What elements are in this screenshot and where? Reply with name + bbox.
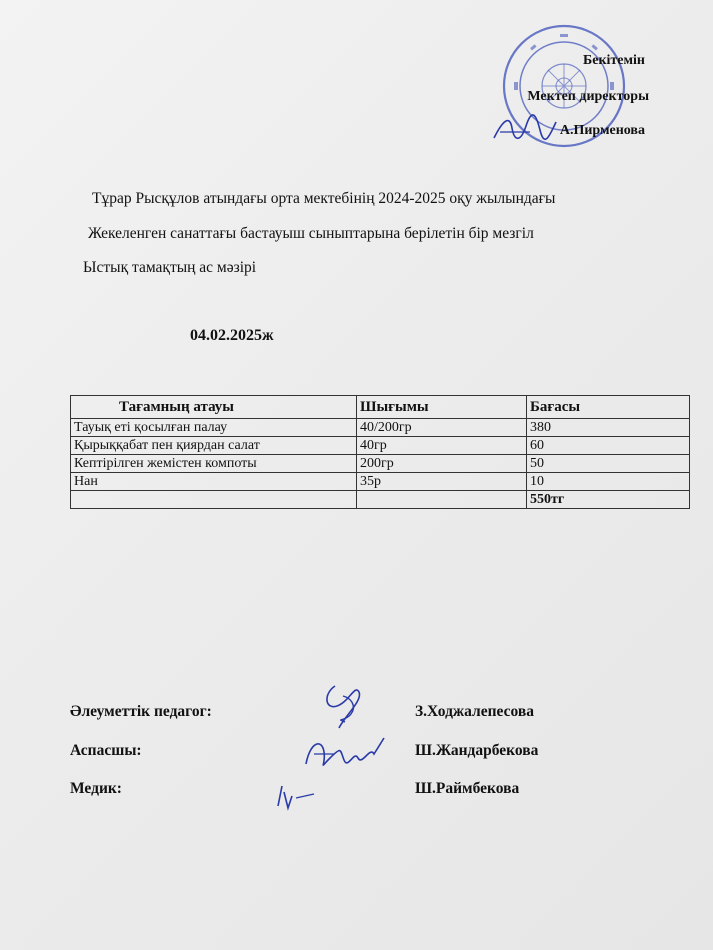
dish-price: 50 [527, 455, 690, 473]
approval-position: Мектеп директоры [527, 89, 649, 104]
empty-cell [71, 491, 357, 509]
table-total-row [71, 491, 690, 509]
table-row [71, 437, 690, 455]
dish-price: 10 [527, 473, 690, 491]
signature-role: Аспасшы: [70, 742, 142, 759]
table-row [71, 455, 690, 473]
title-line-1: Тұрар Рысқұлов атындағы орта мектебінің 2024-2025 оқу жылындағы [92, 190, 556, 207]
header-dish-name: Тағамның атауы [71, 396, 357, 419]
signature-name: З.Ходжалепесова [415, 703, 534, 720]
dish-yield: 35р [357, 473, 527, 491]
dish-name: Кептірілген жемістен компоты [71, 455, 357, 473]
approval-director-name: А.Пирменова [559, 123, 645, 138]
signature-scribble-2 [300, 732, 390, 776]
director-signature [490, 108, 560, 148]
dish-name: Нан [71, 473, 357, 491]
dish-price: 60 [527, 437, 690, 455]
total-price: 550тг [527, 491, 690, 509]
empty-cell [357, 491, 527, 509]
table-header-row [71, 396, 690, 419]
signature-name: Ш.Раймбекова [415, 780, 520, 797]
signature-scribble-1 [315, 676, 375, 736]
menu-date: 04.02.2025ж [190, 327, 274, 344]
approval-heading: Бекітемін [582, 53, 645, 68]
dish-yield: 40/200гр [357, 419, 527, 437]
title-line-3: Ыстық тамақтың ас мәзірі [83, 259, 257, 276]
table-row [71, 473, 690, 491]
dish-name: Тауық еті қосылған палау [71, 419, 357, 437]
signature-scribble-3 [272, 778, 322, 814]
dish-name: Қырыққабат пен қиярдан салат [71, 437, 357, 455]
header-price: Бағасы [527, 396, 690, 419]
header-yield: Шығымы [357, 396, 527, 419]
menu-table [70, 395, 690, 509]
signature-name: Ш.Жандарбекова [415, 742, 539, 759]
signature-role: Медик: [70, 780, 122, 797]
title-line-2: Жекеленген санаттағы бастауыш сыныптарына берілетін бір мезгіл [88, 225, 534, 242]
dish-yield: 40гр [357, 437, 527, 455]
dish-yield: 200гр [357, 455, 527, 473]
dish-price: 380 [527, 419, 690, 437]
table-row [71, 419, 690, 437]
signature-role: Әлеуметтік педагог: [70, 703, 212, 720]
